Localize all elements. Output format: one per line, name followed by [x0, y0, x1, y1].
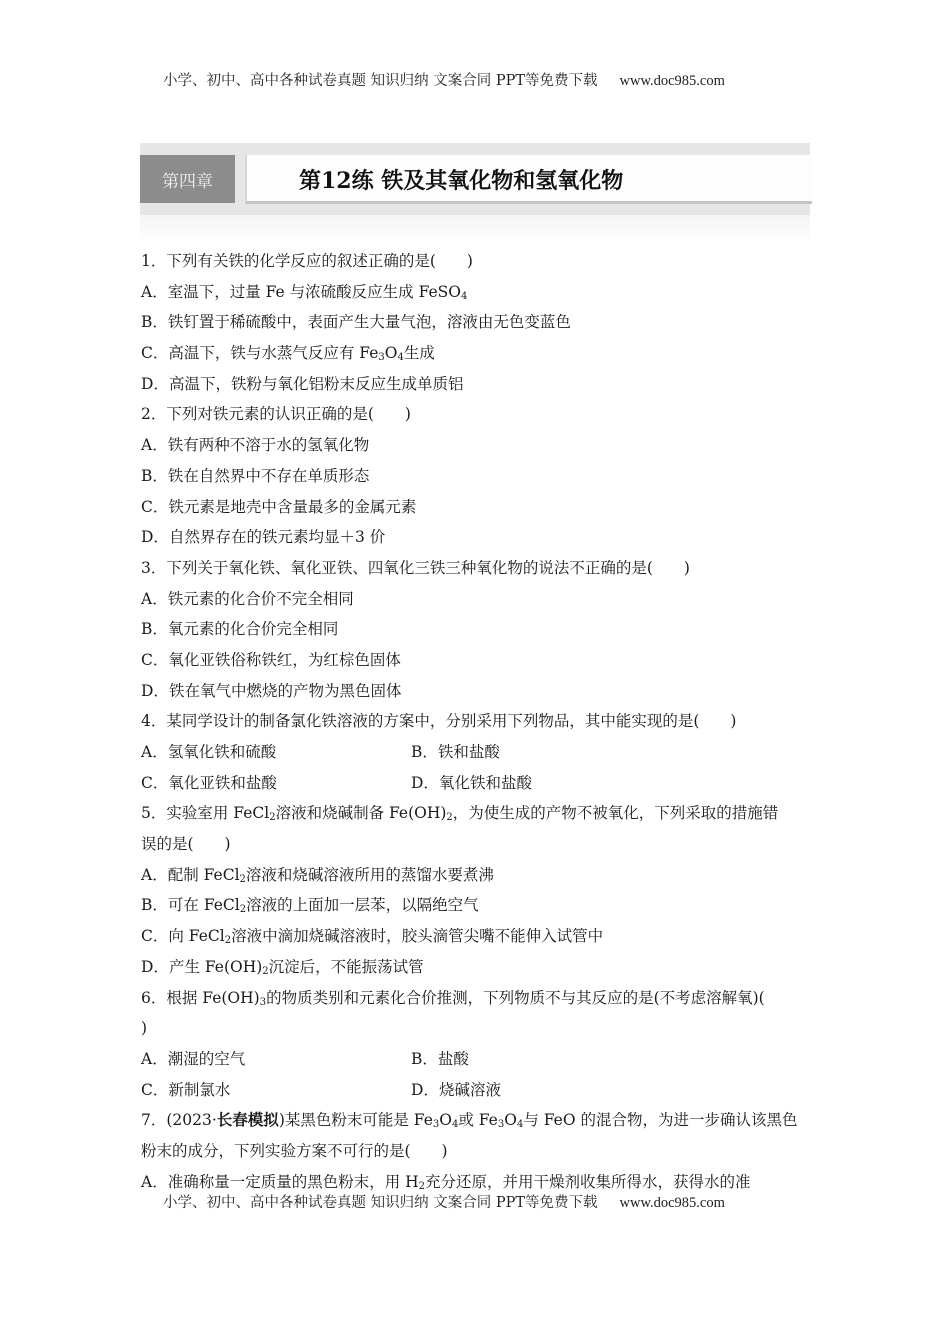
question-list — [141, 246, 811, 1197]
header-watermark — [163, 69, 725, 90]
question-6-option-a: A．潮湿的空气 — [141, 1049, 246, 1068]
question-7-option-a: A．准确称量一定质量的黑色粉末，用 $H_2$充分还原，并用干燥剂收集所得水，获得水的准 — [141, 1172, 751, 1192]
question-2-option-a: A．铁有两种不溶于水的氢氧化物 — [141, 436, 370, 455]
page-title: 第12练 铁及其氧化物和氢氧化物 — [299, 168, 624, 194]
question-4-option-c: C．氧化亚铁和盐酸 — [141, 773, 277, 792]
question-2-stem: 2．下列对铁元素的认识正确的是( ) — [141, 405, 411, 424]
question-7-stem-continued: 粉末的成分，下列实验方案不可行的是( ) — [141, 1141, 448, 1160]
question-1-stem: 1．下列有关铁的化学反应的叙述正确的是( ) — [141, 252, 473, 270]
question-7-stem: 7．(2023·长春模拟)某黑色粉末可能是 $Fe_3O_4$或 $Fe_3O_4$与 FeO 的混合物，为进一步确认该黑色 — [141, 1110, 798, 1131]
question-3-option-d: D．铁在氧气中燃烧的产物为黑色固体 — [141, 681, 402, 700]
question-2-option-d: D．自然界存在的铁元素均显＋3 价 — [141, 528, 386, 547]
watermark-site: www.doc985.com — [619, 73, 725, 89]
question-6-options-row-2 — [141, 1075, 811, 1106]
question-6-option-d: D．烧碱溶液 — [411, 1080, 501, 1099]
question-5-stem: 5．实验室用 FeCl$_2$溶液和烧碱制备 $Fe(OH)_2$，为使生成的产物不被氧化，下列采取的措施错 — [141, 804, 779, 824]
question-4-options-row-1 — [141, 737, 811, 768]
watermark-text: 小学、初中、高中各种试卷真题 知识归纳 文案合同 PPT等免费下载 — [163, 73, 598, 89]
chapter-label: 第四章 — [140, 155, 235, 203]
question-1-option-b: B．铁钉置于稀硫酸中，表面产生大量气泡，溶液由无色变蓝色 — [141, 313, 571, 332]
title-box — [245, 155, 812, 204]
question-1-option-a: A．室温下，过量 Fe 与浓硫酸反应生成 FeSO$_4$ — [141, 282, 468, 302]
question-5-option-b: B．可在 FeCl$_2$溶液的上面加一层苯，以隔绝空气 — [141, 896, 479, 916]
banner-shadow — [140, 215, 810, 239]
question-4-stem: 4．某同学设计的制备氯化铁溶液的方案中，分别采用下列物品，其中能实现的是( ) — [141, 712, 737, 731]
question-5-option-a: A．配制 FeCl$_2$溶液和烧碱溶液所用的蒸馏水要煮沸 — [141, 865, 494, 885]
question-6-stem: 6．根据 $Fe(OH)_3$的物质类别和元素化合价推测，下列物质不与其反应的是(不考虑溶解氧)( — [141, 988, 765, 1008]
watermark-text: 小学、初中、高中各种试卷真题 知识归纳 文案合同 PPT等免费下载 — [163, 1195, 598, 1211]
question-6-option-c: C．新制氯水 — [141, 1080, 231, 1099]
question-4-options-row-2 — [141, 768, 811, 799]
footer-watermark — [163, 1191, 725, 1212]
question-2-option-c: C．铁元素是地壳中含量最多的金属元素 — [141, 497, 417, 516]
watermark-site: www.doc985.com — [619, 1195, 725, 1211]
chapter-banner — [140, 143, 810, 215]
question-5-option-c: C．向 FeCl$_2$溶液中滴加烧碱溶液时，胶头滴管尖嘴不能伸入试管中 — [141, 927, 604, 947]
question-4-option-b: B．铁和盐酸 — [411, 743, 500, 761]
question-source: 长春模拟 — [216, 1110, 279, 1130]
question-6-stem-continued: ) — [141, 1019, 148, 1038]
question-3-option-a: A．铁元素的化合价不完全相同 — [141, 589, 354, 608]
question-2-option-b: B．铁在自然界中不存在单质形态 — [141, 466, 370, 485]
question-1-option-d: D．高温下，铁粉与氧化铝粉末反应生成单质铝 — [141, 374, 464, 393]
question-1-option-c: C．高温下，铁与水蒸气反应有 $Fe_3O_4$生成 — [141, 344, 435, 364]
question-6-options-row-1 — [141, 1044, 811, 1075]
question-3-stem: 3．下列关于氧化铁、氧化亚铁、四氧化三铁三种氧化物的说法不正确的是( ) — [141, 558, 690, 577]
question-3-option-b: B．氧元素的化合价完全相同 — [141, 620, 339, 639]
question-5-stem-continued: 误的是( ) — [141, 835, 231, 854]
question-4-option-a: A．氢氧化铁和硫酸 — [141, 743, 277, 761]
question-3-option-c: C．氧化亚铁俗称铁红，为红棕色固体 — [141, 650, 401, 669]
question-6-option-b: B．盐酸 — [411, 1049, 469, 1068]
question-5-option-d: D．产生 $Fe(OH)_2$沉淀后，不能振荡试管 — [141, 957, 424, 977]
question-4-option-d: D．氧化铁和盐酸 — [411, 773, 532, 792]
